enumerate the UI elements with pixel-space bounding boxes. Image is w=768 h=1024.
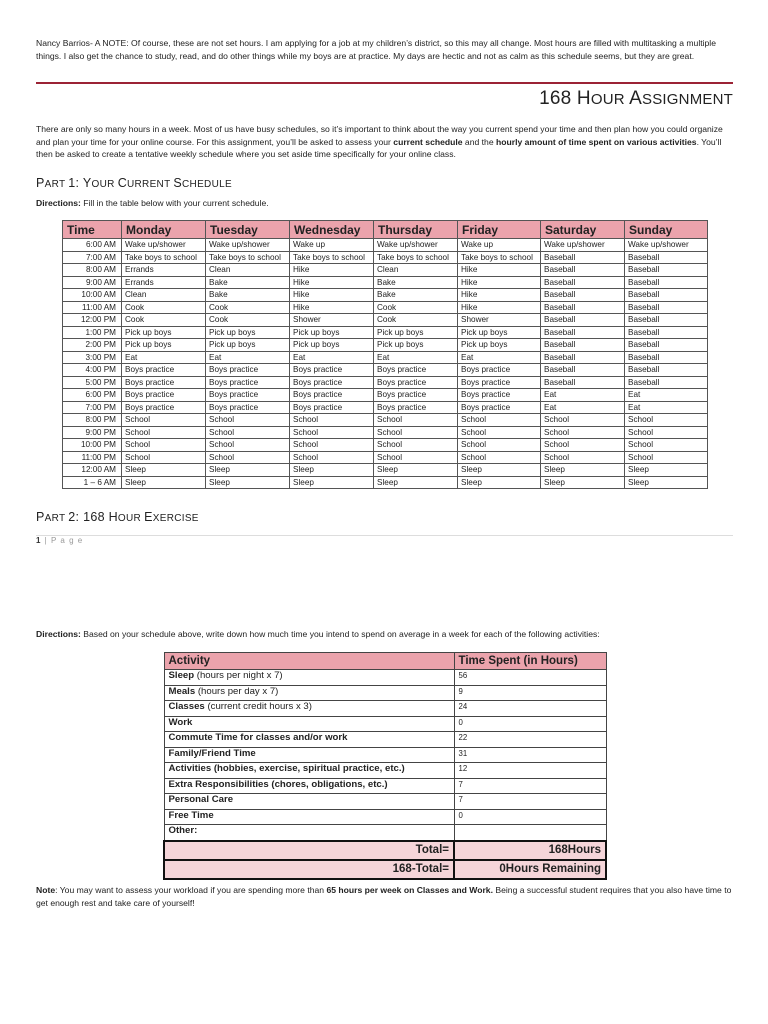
schedule-row [63,414,708,427]
schedule-cell: Baseball [625,264,708,277]
schedule-cell: Boys practice [290,376,374,389]
schedule-cell: Take boys to school [290,251,374,264]
schedule-header-cell: Time [63,221,122,239]
total-row [164,841,606,860]
schedule-time-cell: 7:00 PM [63,401,122,414]
schedule-header-cell: Thursday [374,221,458,239]
schedule-cell: Pick up boys [206,339,290,352]
activity-row [164,763,606,779]
activity-row [164,747,606,763]
schedule-cell: Boys practice [206,389,290,402]
activity-name: Other: [168,825,198,836]
schedule-cell: Clean [206,264,290,277]
activity-name-cell [164,716,454,732]
schedule-cell: Baseball [541,376,625,389]
schedule-cell: School [374,426,458,439]
schedule-cell: School [290,426,374,439]
schedule-cell: Boys practice [206,376,290,389]
activity-name: Meals [168,685,196,697]
activity-name: Personal Care [168,794,234,805]
schedule-cell: Sleep [625,464,708,477]
schedule-cell: Baseball [625,376,708,389]
schedule-header-cell: Sunday [625,221,708,239]
activity-row [164,716,606,732]
schedule-cell: Eat [290,351,374,364]
schedule-table [62,220,708,489]
schedule-cell: School [541,426,625,439]
schedule-cell: Wake up/shower [541,239,625,252]
part2-directions: Directions: Based on your schedule above, write down how much time you intend to spend on average in a week for each of the following activities: [36,629,600,639]
schedule-cell: Eat [541,401,625,414]
schedule-cell: Wake up [290,239,374,252]
part2-heading: PART 2: 168 HOUR EXERCISE [36,510,199,524]
schedule-time-cell: 8:00 PM [63,414,122,427]
schedule-cell: Sleep [541,464,625,477]
schedule-cell: Pick up boys [374,326,458,339]
schedule-cell: Eat [458,351,541,364]
schedule-header-row [63,221,708,239]
schedule-cell: Pick up boys [458,326,541,339]
schedule-cell: School [458,414,541,427]
schedule-cell: School [458,426,541,439]
schedule-cell: Boys practice [374,364,458,377]
schedule-header-cell: Tuesday [206,221,290,239]
schedule-cell: Hike [458,301,541,314]
schedule-row [63,439,708,452]
schedule-cell: Boys practice [290,364,374,377]
schedule-cell: Bake [206,276,290,289]
schedule-cell: Baseball [625,364,708,377]
schedule-cell: Clean [374,264,458,277]
schedule-cell: Bake [374,289,458,302]
schedule-cell: Pick up boys [206,326,290,339]
schedule-cell: Take boys to school [458,251,541,264]
schedule-row [63,364,708,377]
schedule-cell: Wake up/shower [625,239,708,252]
schedule-cell: Cook [374,301,458,314]
activity-name-cell [164,763,454,779]
schedule-cell: Boys practice [122,401,206,414]
schedule-cell: Cook [206,301,290,314]
schedule-cell: School [625,414,708,427]
schedule-row [63,426,708,439]
schedule-row [63,464,708,477]
schedule-cell: Boys practice [290,389,374,402]
schedule-row [63,301,708,314]
schedule-cell: Boys practice [458,401,541,414]
schedule-cell: School [458,451,541,464]
schedule-cell: School [122,426,206,439]
schedule-cell: Pick up boys [458,339,541,352]
activity-note: (current credit hours x 3) [204,701,312,712]
schedule-row [63,389,708,402]
schedule-cell: Take boys to school [374,251,458,264]
remaining-row [164,860,606,879]
activity-name-cell [164,825,454,841]
schedule-cell: Baseball [625,314,708,327]
activity-hours-cell[interactable] [454,825,606,841]
activity-row [164,685,606,701]
schedule-cell: School [290,451,374,464]
schedule-cell: Baseball [625,339,708,352]
schedule-cell: School [625,439,708,452]
schedule-cell: Bake [374,276,458,289]
activity-name-cell [164,747,454,763]
schedule-cell: Eat [625,401,708,414]
activity-row [164,809,606,825]
schedule-time-cell: 11:00 PM [63,451,122,464]
schedule-cell: School [290,414,374,427]
schedule-cell: Pick up boys [290,326,374,339]
activity-name: Extra Responsibilities (chores, obligations, etc.) [168,778,388,790]
activity-name-cell [164,670,454,686]
activity-name-cell [164,701,454,717]
schedule-time-cell: 1 – 6 AM [63,476,122,489]
activity-hours-cell[interactable]: 7 [454,778,606,794]
schedule-cell: School [122,439,206,452]
activity-hours-cell[interactable]: 0 [454,716,606,732]
schedule-cell: Pick up boys [290,339,374,352]
activity-name-cell [164,685,454,701]
schedule-cell: Take boys to school [122,251,206,264]
activity-name: Commute Time for classes and/or work [168,732,348,743]
schedule-cell: Take boys to school [206,251,290,264]
activity-hours-cell[interactable]: 12 [454,763,606,779]
schedule-cell: Baseball [625,351,708,364]
schedule-cell: Boys practice [374,401,458,414]
schedule-cell: Wake up [458,239,541,252]
activity-header-cell: Time Spent (in Hours) [454,653,606,670]
schedule-cell: Eat [206,351,290,364]
page-number: 1 | P a g e [36,536,84,545]
schedule-row [63,339,708,352]
schedule-header-cell: Friday [458,221,541,239]
schedule-header-cell: Monday [122,221,206,239]
schedule-cell: Boys practice [290,401,374,414]
schedule-cell: Sleep [290,464,374,477]
schedule-time-cell: 10:00 AM [63,289,122,302]
schedule-cell: School [458,439,541,452]
schedule-cell: Sleep [458,476,541,489]
schedule-cell: Baseball [541,301,625,314]
schedule-row [63,376,708,389]
schedule-cell: Errands [122,264,206,277]
activity-name-cell [164,809,454,825]
schedule-cell: Sleep [290,476,374,489]
schedule-cell: Cook [206,314,290,327]
schedule-cell: Baseball [625,326,708,339]
part1-directions: Directions: Fill in the table below with your current schedule. [36,198,269,208]
schedule-cell: Boys practice [122,376,206,389]
intro-paragraph: There are only so many hours in a week. Most of us have busy schedules, so it’s important to think about the way you current spend your time and then plan how you could organize and plan your time for your online course. For this assignment, you’ll be asked to assess your current schedule and the hourly amount of time spent on various activities. You’ll then be asked to create a tentative weekly schedule where you set aside time specifically for your online class. [36,124,723,159]
activity-name: Family/Friend Time [168,747,256,759]
schedule-time-cell: 7:00 AM [63,251,122,264]
schedule-cell: Wake up/shower [374,239,458,252]
schedule-cell: Cook [374,314,458,327]
activity-note: (hours per night x 7) [194,670,283,681]
schedule-cell: School [625,451,708,464]
schedule-cell: Boys practice [122,364,206,377]
schedule-time-cell: 8:00 AM [63,264,122,277]
schedule-cell: Eat [625,389,708,402]
schedule-cell: Wake up/shower [122,239,206,252]
activity-row [164,794,606,810]
activity-row [164,701,606,717]
schedule-cell: Hike [458,289,541,302]
schedule-cell: School [206,414,290,427]
schedule-cell: School [374,414,458,427]
schedule-cell: Baseball [541,251,625,264]
schedule-row [63,351,708,364]
schedule-time-cell: 3:00 PM [63,351,122,364]
schedule-time-cell: 4:00 PM [63,364,122,377]
schedule-cell: School [541,439,625,452]
activity-row [164,825,606,841]
schedule-time-cell: 12:00 AM [63,464,122,477]
schedule-cell: School [122,451,206,464]
activity-name: Sleep [168,670,195,681]
activity-name: Free Time [168,809,214,821]
schedule-time-cell: 1:00 PM [63,326,122,339]
schedule-cell: School [206,426,290,439]
schedule-cell: Hike [290,276,374,289]
schedule-cell: School [290,439,374,452]
schedule-cell: Boys practice [374,389,458,402]
activity-header-cell: Activity [164,653,454,670]
schedule-cell: Baseball [541,351,625,364]
activity-hours-cell[interactable]: 9 [454,685,606,701]
activity-name: Activities (hobbies, exercise, spiritual practice, etc.) [168,763,405,774]
schedule-row [63,451,708,464]
schedule-cell: Eat [374,351,458,364]
activity-name-cell [164,794,454,810]
schedule-cell: Sleep [625,476,708,489]
schedule-row [63,239,708,252]
schedule-cell: Sleep [374,464,458,477]
activity-name-cell [164,778,454,794]
schedule-time-cell: 11:00 AM [63,301,122,314]
activity-table [163,652,607,880]
schedule-cell: Sleep [374,476,458,489]
schedule-cell: Sleep [458,464,541,477]
schedule-cell: Errands [122,276,206,289]
page-title: 168 HOUR ASSIGNMENT [539,88,733,109]
schedule-cell: Wake up/shower [206,239,290,252]
schedule-cell: Cook [122,314,206,327]
schedule-cell: School [625,426,708,439]
schedule-cell: Baseball [541,326,625,339]
schedule-cell: Sleep [122,476,206,489]
schedule-cell: School [541,414,625,427]
schedule-cell: Sleep [206,476,290,489]
schedule-cell: Sleep [206,464,290,477]
schedule-cell: Hike [458,276,541,289]
total-label: Total= [164,841,454,860]
schedule-cell: Boys practice [374,376,458,389]
schedule-cell: School [206,439,290,452]
schedule-cell: Boys practice [458,364,541,377]
remaining-value: 0Hours Remaining [454,860,606,879]
activity-hours-cell[interactable]: 22 [454,732,606,748]
schedule-time-cell: 10:00 PM [63,439,122,452]
schedule-cell: Baseball [541,364,625,377]
schedule-cell: Eat [541,389,625,402]
schedule-row [63,251,708,264]
schedule-cell: Pick up boys [122,326,206,339]
schedule-cell: Baseball [541,289,625,302]
schedule-cell: Boys practice [458,376,541,389]
schedule-cell: Boys practice [206,364,290,377]
schedule-cell: Boys practice [458,389,541,402]
footnote: Note: You may want to assess your workload if you are spending more than 65 hours per week on Classes and Work. Being a successful student requires that you also have time to get enough rest and take care of yourself! [36,885,732,908]
activity-note: (hours per day x 7) [195,685,279,697]
schedule-row [63,289,708,302]
activity-hours-cell[interactable]: 24 [454,701,606,717]
schedule-cell: Hike [290,301,374,314]
part1-heading: PART 1: YOUR CURRENT SCHEDULE [36,176,232,190]
activity-name: Work [168,716,193,728]
activity-row [164,732,606,748]
schedule-row [63,476,708,489]
author-note: Nancy Barrios- A NOTE: Of course, these are not set hours. I am applying for a job at my children’s district, so this may all change. Most hours are filled with multitasking a multiple things. I also get the chance to study, read, and do other things while my boys are at practice. My days are hectic and not as calm as this schedule seems, but they are great. [36,38,716,61]
schedule-cell: Baseball [625,276,708,289]
schedule-header-cell: Saturday [541,221,625,239]
schedule-cell: Baseball [541,339,625,352]
schedule-time-cell: 6:00 PM [63,389,122,402]
schedule-cell: Boys practice [122,389,206,402]
schedule-cell: Shower [458,314,541,327]
activity-hours-cell[interactable]: 7 [454,794,606,810]
schedule-row [63,276,708,289]
activity-name-cell [164,732,454,748]
schedule-cell: Cook [122,301,206,314]
schedule-cell: Boys practice [206,401,290,414]
schedule-cell: Baseball [625,301,708,314]
activity-row [164,670,606,686]
activity-hours-cell[interactable]: 31 [454,747,606,763]
schedule-time-cell: 5:00 PM [63,376,122,389]
activity-hours-cell[interactable]: 56 [454,670,606,686]
schedule-cell: School [374,451,458,464]
schedule-cell: Shower [290,314,374,327]
schedule-cell: Baseball [625,289,708,302]
remaining-label: 168-Total= [164,860,454,879]
schedule-time-cell: 2:00 PM [63,339,122,352]
schedule-cell: Bake [206,289,290,302]
schedule-row [63,401,708,414]
schedule-cell: Sleep [541,476,625,489]
schedule-cell: Hike [458,264,541,277]
schedule-cell: Baseball [541,276,625,289]
schedule-header-cell: Wednesday [290,221,374,239]
schedule-row [63,314,708,327]
schedule-cell: Baseball [541,314,625,327]
schedule-cell: Hike [290,289,374,302]
total-value: 168Hours [454,841,606,860]
activity-name: Classes [168,701,205,712]
schedule-cell: Eat [122,351,206,364]
schedule-time-cell: 12:00 PM [63,314,122,327]
schedule-time-cell: 6:00 AM [63,239,122,252]
schedule-cell: Pick up boys [122,339,206,352]
activity-header-row [164,653,606,670]
activity-row [164,778,606,794]
schedule-cell: School [374,439,458,452]
schedule-cell: School [541,451,625,464]
schedule-row [63,326,708,339]
schedule-cell: School [122,414,206,427]
schedule-cell: Clean [122,289,206,302]
schedule-cell: Baseball [541,264,625,277]
schedule-cell: Hike [290,264,374,277]
schedule-cell: Pick up boys [374,339,458,352]
schedule-cell: School [206,451,290,464]
header-rule [36,82,733,84]
schedule-row [63,264,708,277]
schedule-cell: Baseball [625,251,708,264]
schedule-time-cell: 9:00 PM [63,426,122,439]
page-footer-rule [36,535,733,536]
schedule-time-cell: 9:00 AM [63,276,122,289]
schedule-cell: Sleep [122,464,206,477]
activity-hours-cell[interactable]: 0 [454,809,606,825]
